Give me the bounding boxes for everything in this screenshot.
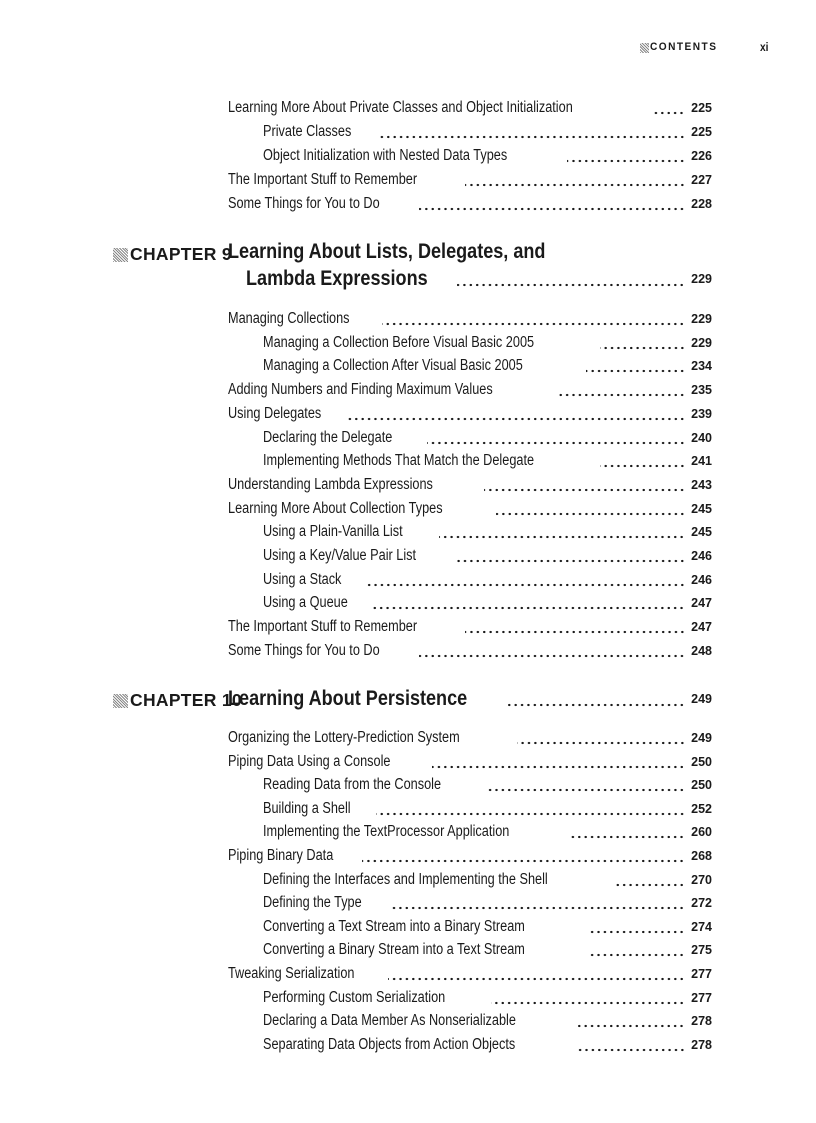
chapter-10-page: 249 (691, 692, 712, 706)
dot-leader (389, 893, 685, 913)
chapter-10-label: CHAPTER 10 (113, 690, 242, 711)
toc-entry[interactable] (0, 893, 712, 913)
toc-entry-page: 241 (691, 454, 712, 469)
dot-leader (388, 964, 685, 984)
toc-entry-title: Implementing the TextProcessor Application (263, 823, 510, 841)
chapter-9-page: 229 (691, 272, 712, 286)
toc-entry[interactable] (0, 752, 712, 772)
toc-entry-page: 278 (691, 1014, 712, 1029)
toc-entry[interactable] (0, 728, 712, 748)
toc-entry[interactable] (0, 122, 712, 142)
dot-leader (517, 728, 686, 748)
toc-entry-title: Declaring a Data Member As Nonserializable (263, 1012, 516, 1030)
toc-entry[interactable] (0, 593, 712, 613)
toc-entry-page: 248 (691, 643, 712, 658)
toc-entry-title: Learning More About Collection Types (228, 499, 443, 517)
dot-leader (567, 146, 685, 166)
toc-entry[interactable] (0, 964, 712, 984)
chapter-10-title: Learning About Persistence (228, 687, 468, 710)
toc-entry-title: Converting a Text Stream into a Binary Stream (263, 917, 525, 935)
chapter-9-label: CHAPTER 9 (113, 244, 232, 265)
toc-entry[interactable] (0, 499, 712, 519)
toc-entry-title: Understanding Lambda Expressions (228, 475, 433, 493)
toc-entry-title: Tweaking Serialization (228, 965, 355, 982)
toc-entry[interactable] (0, 475, 712, 495)
toc-entry-title: Converting a Binary Stream into a Text Stream (263, 941, 525, 959)
header-page-number: xi (760, 40, 769, 54)
toc-entry-page: 247 (691, 620, 712, 635)
toc-entry-title: Using a Plain-Vanilla List (263, 523, 403, 541)
dot-leader (577, 1035, 686, 1055)
toc-entry[interactable] (0, 404, 712, 424)
toc-entry-page: 245 (691, 525, 712, 540)
dot-leader (484, 475, 685, 495)
dot-leader (491, 988, 685, 1008)
toc-entry-page: 225 (691, 125, 712, 139)
toc-entry[interactable] (0, 822, 712, 842)
toc-entry[interactable] (0, 522, 712, 542)
dot-leader (427, 428, 685, 448)
dot-leader (348, 404, 685, 424)
dot-leader (588, 917, 685, 937)
toc-entry-page: 240 (691, 430, 712, 445)
toc-entry-title: Some Things for You to Do (228, 195, 380, 212)
toc-entry[interactable] (0, 641, 712, 661)
dot-leader (372, 593, 685, 613)
dot-leader (600, 333, 686, 353)
toc-entry[interactable] (0, 917, 712, 937)
toc-entry-title: Organizing the Lottery-Prediction System (228, 729, 460, 746)
toc-entry-title: Defining the Interfaces and Implementing the Shell (263, 870, 548, 888)
dot-leader (577, 1011, 685, 1031)
toc-entry[interactable] (0, 98, 712, 118)
dot-leader (588, 940, 685, 960)
dot-leader (465, 170, 686, 190)
toc-entry-page: 247 (691, 596, 712, 611)
toc-entry[interactable] (0, 1011, 712, 1031)
toc-entry[interactable] (0, 356, 712, 376)
toc-entry-title: Using a Key/Value Pair List (263, 547, 417, 564)
toc-entry[interactable] (0, 846, 712, 866)
toc-entry-page: 246 (691, 572, 712, 587)
dot-leader (456, 546, 685, 566)
dot-leader (557, 380, 685, 400)
toc-entry[interactable] (0, 940, 712, 960)
toc-entry-title: Learning More About Private Classes and Object Initialization (228, 99, 573, 116)
toc-entry[interactable] (0, 380, 712, 400)
toc-entry-page: 249 (691, 731, 712, 745)
toc-entry-title: Using a Stack (263, 570, 342, 588)
header-ornament-icon (640, 43, 649, 53)
toc-entry-title: Using a Queue (263, 594, 348, 612)
toc-entry-page: 277 (691, 990, 712, 1005)
toc-entry-page: 226 (691, 149, 712, 163)
toc-entry[interactable] (0, 1035, 712, 1055)
toc-entry-title: Managing a Collection After Visual Basic 2005 (263, 357, 523, 375)
toc-entry-title: Building a Shell (263, 799, 351, 817)
toc-entry[interactable] (0, 428, 712, 448)
dot-leader (365, 570, 686, 590)
toc-entry[interactable] (0, 451, 712, 471)
toc-entry-page: 234 (691, 359, 712, 374)
toc-entry-page: 270 (691, 872, 712, 887)
toc-entry[interactable] (0, 617, 712, 637)
toc-entry-page: 275 (691, 943, 712, 958)
running-header (0, 41, 816, 57)
toc-entry-title: Private Classes (263, 123, 352, 140)
chapter-9-title-line1[interactable]: Learning About Lists, Delegates, and (228, 240, 546, 263)
toc-entry[interactable] (0, 799, 712, 819)
dot-leader (377, 122, 685, 142)
chapter-9-title-entry[interactable] (0, 266, 712, 292)
toc-entry-page: 235 (691, 383, 712, 398)
toc-entry-page: 278 (691, 1037, 712, 1052)
toc-entry-page: 250 (691, 754, 712, 769)
toc-entry-title: The Important Stuff to Remember (228, 618, 418, 636)
toc-entry[interactable] (0, 146, 712, 166)
dot-leader (439, 522, 685, 542)
dot-leader (654, 98, 685, 118)
toc-entry-page: 260 (691, 825, 712, 840)
chapter-9-title-line2: Lambda Expressions (246, 267, 428, 290)
toc-entry-title: Managing a Collection Before Visual Basic 2005 (263, 333, 535, 351)
header-section-title: CONTENTS (650, 41, 718, 53)
toc-entry-title: Separating Data Objects from Action Objects (263, 1035, 516, 1053)
toc-entry-page: 245 (691, 501, 712, 516)
toc-entry-title: Managing Collections (228, 310, 350, 327)
toc-entry-page: 246 (691, 549, 712, 563)
toc-entry[interactable] (0, 988, 712, 1008)
chapter-ornament-icon (113, 248, 128, 262)
toc-entry[interactable] (0, 870, 712, 890)
toc-entry-title: Defining the Type (263, 894, 362, 912)
toc-entry[interactable] (0, 309, 712, 329)
dot-leader (486, 775, 685, 795)
toc-entry[interactable] (0, 570, 712, 590)
toc-entry[interactable] (0, 775, 712, 795)
toc-entry-title: Implementing Methods That Match the Delegate (263, 452, 535, 470)
toc-entry-page: 274 (691, 919, 712, 934)
dot-leader (465, 617, 686, 637)
toc-entry-title: Declaring the Delegate (263, 428, 393, 446)
toc-entry-page: 229 (691, 312, 712, 326)
dot-leader (586, 356, 685, 376)
dot-leader (569, 822, 685, 842)
toc-entry-title: Adding Numbers and Finding Maximum Values (228, 381, 493, 399)
toc-entry-page: 243 (691, 477, 712, 492)
toc-entry-page: 272 (691, 896, 712, 911)
toc-entry-page: 227 (691, 173, 712, 187)
toc-entry[interactable] (0, 194, 712, 214)
toc-entry-page: 252 (691, 801, 712, 816)
dot-leader (616, 870, 685, 890)
dot-leader (600, 451, 686, 471)
dot-leader (496, 499, 685, 519)
toc-entry-page: 229 (691, 335, 712, 350)
toc-entry-page: 268 (691, 849, 712, 863)
toc-entry[interactable] (0, 333, 712, 353)
toc-entry-title: Piping Binary Data (228, 847, 334, 864)
toc-entry-page: 250 (691, 778, 712, 793)
dot-leader (432, 752, 685, 772)
dot-leader (419, 194, 685, 214)
dot-leader (419, 641, 685, 661)
toc-entry-title: Piping Data Using a Console (228, 752, 391, 770)
dot-leader (457, 266, 685, 292)
toc-entry[interactable] (0, 170, 712, 190)
toc-entry-page: 225 (691, 101, 712, 115)
toc-entry-title: Reading Data from the Console (263, 776, 442, 794)
toc-entry-page: 277 (691, 967, 712, 981)
dot-leader (382, 309, 685, 329)
dot-leader (376, 799, 685, 819)
toc-entry-page: 228 (691, 197, 712, 211)
chapter-10-title-entry[interactable] (0, 686, 712, 712)
toc-entry[interactable] (0, 546, 712, 566)
dot-leader (362, 846, 685, 866)
toc-entry-title: Object Initialization with Nested Data Types (263, 147, 508, 164)
toc-entry-title: Some Things for You to Do (228, 641, 380, 659)
dot-leader (506, 686, 685, 712)
toc-entry-title: Performing Custom Serialization (263, 988, 446, 1006)
toc-entry-title: The Important Stuff to Remember (228, 171, 418, 188)
toc-entry-title: Using Delegates (228, 404, 322, 422)
toc-entry-page: 239 (691, 406, 712, 421)
